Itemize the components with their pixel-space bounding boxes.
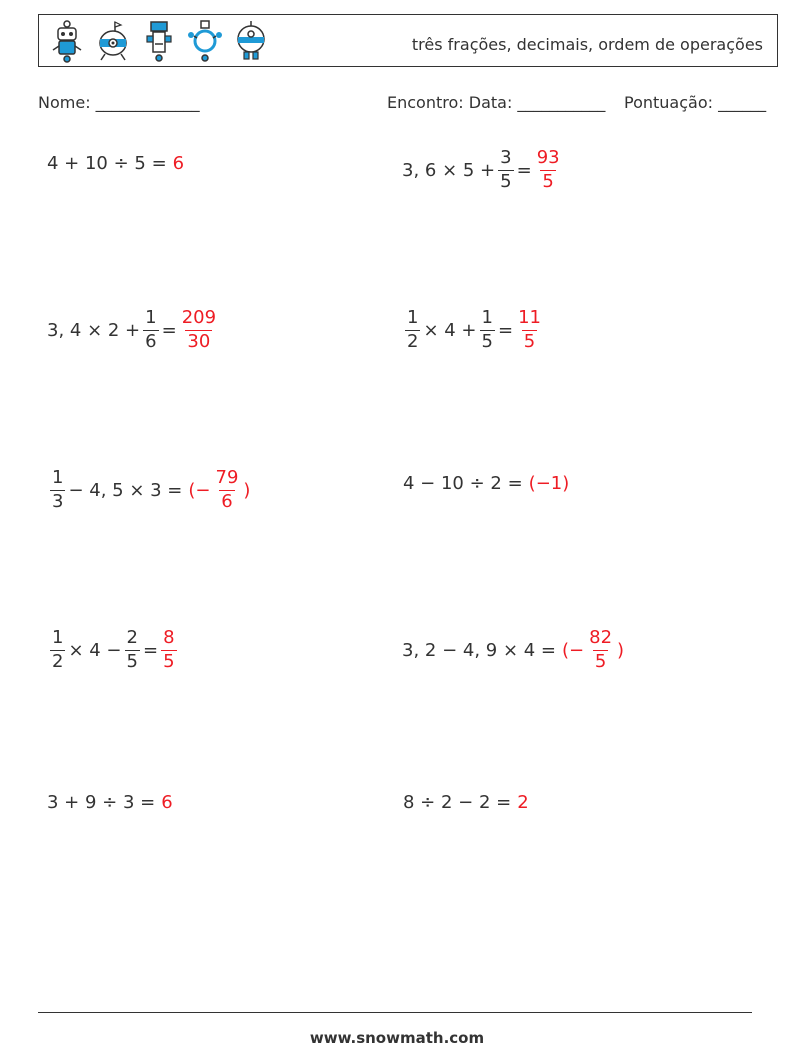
name-field: Nome: _____________ xyxy=(38,93,200,112)
denominator: 3 xyxy=(52,490,64,512)
answer-fraction xyxy=(161,626,176,672)
answer-fraction xyxy=(535,146,562,192)
answer xyxy=(188,466,251,512)
expression: 3, 2 − 4, 9 × 4 = xyxy=(402,639,557,661)
robot-icons xyxy=(47,19,271,63)
fraction xyxy=(498,146,513,192)
fraction xyxy=(125,626,140,672)
robot-icon xyxy=(93,19,133,63)
expression: 8 ÷ 2 − 2 = xyxy=(403,791,512,813)
answer-fraction xyxy=(180,306,218,352)
worksheet-title: três frações, decimais, ordem de operações xyxy=(411,35,763,54)
answer: 6 xyxy=(172,152,185,174)
numerator: 1 xyxy=(52,466,64,488)
equals-sign: = xyxy=(516,159,532,181)
denominator: 6 xyxy=(145,330,157,352)
robot-icon xyxy=(231,19,271,63)
numerator: 1 xyxy=(52,626,64,648)
expression: 3, 4 × 2 + xyxy=(47,319,141,341)
problem-10 xyxy=(403,789,529,815)
expression: × 4 − xyxy=(68,639,122,661)
denominator: 5 xyxy=(163,650,175,672)
denominator: 5 xyxy=(594,650,607,672)
fraction xyxy=(50,466,65,512)
header-box xyxy=(38,14,778,67)
expression: 4 + 10 ÷ 5 = xyxy=(47,152,167,174)
robot-icon xyxy=(185,19,225,63)
close-paren: ) xyxy=(243,479,251,501)
numerator: 1 xyxy=(481,306,493,328)
problem-4 xyxy=(402,306,546,354)
date-field: Encontro: Data: ___________ xyxy=(387,93,606,112)
numerator: 79 xyxy=(215,466,239,488)
equals-sign: = xyxy=(161,319,177,341)
robot-icon xyxy=(47,19,87,63)
answer: (−1) xyxy=(528,472,570,494)
fraction xyxy=(143,306,158,352)
close-paren: ) xyxy=(617,639,625,661)
numerator: 3 xyxy=(500,146,512,168)
answer-fraction xyxy=(587,626,614,672)
fraction xyxy=(50,626,65,672)
answer-fraction xyxy=(516,306,543,352)
equals-sign: = xyxy=(497,319,514,341)
answer-fraction xyxy=(214,466,241,512)
footer-divider xyxy=(38,1012,752,1013)
denominator: 5 xyxy=(542,170,554,192)
numerator: 209 xyxy=(181,306,217,328)
open-paren: (− xyxy=(188,479,211,501)
denominator: 2 xyxy=(407,330,419,352)
numerator: 11 xyxy=(518,306,541,328)
expression: 3 + 9 ÷ 3 = xyxy=(47,791,156,813)
denominator: 5 xyxy=(500,170,512,192)
problem-7 xyxy=(47,626,180,674)
expression: × 4 + xyxy=(423,319,477,341)
problem-6 xyxy=(403,470,569,496)
problem-3 xyxy=(47,306,221,354)
denominator: 5 xyxy=(523,330,536,352)
fraction xyxy=(405,306,420,352)
expression: − 4, 5 × 3 = xyxy=(68,479,183,501)
numerator: 93 xyxy=(536,146,560,168)
denominator: 2 xyxy=(52,650,64,672)
problem-5 xyxy=(47,466,250,514)
numerator: 8 xyxy=(163,626,175,648)
open-paren: (− xyxy=(562,639,585,661)
answer xyxy=(562,626,625,672)
answer: 2 xyxy=(517,791,529,813)
answer: 6 xyxy=(161,791,173,813)
equals-sign: = xyxy=(142,639,159,661)
denominator: 5 xyxy=(481,330,493,352)
score-field: Pontuação: ______ xyxy=(624,93,767,112)
numerator: 2 xyxy=(126,626,138,648)
denominator: 30 xyxy=(187,330,211,352)
problem-1 xyxy=(47,150,184,176)
problem-9 xyxy=(47,789,173,815)
numerator: 1 xyxy=(407,306,419,328)
numerator: 82 xyxy=(589,626,613,648)
footer-site: www.snowmath.com xyxy=(309,1029,485,1047)
robot-icon xyxy=(139,19,179,63)
problem-2 xyxy=(402,146,565,194)
denominator: 6 xyxy=(221,490,233,512)
numerator: 1 xyxy=(145,306,157,328)
expression: 4 − 10 ÷ 2 = xyxy=(403,472,523,494)
fraction xyxy=(480,306,495,352)
denominator: 5 xyxy=(126,650,138,672)
problem-8 xyxy=(402,626,624,674)
expression: 3, 6 × 5 + xyxy=(402,159,496,181)
